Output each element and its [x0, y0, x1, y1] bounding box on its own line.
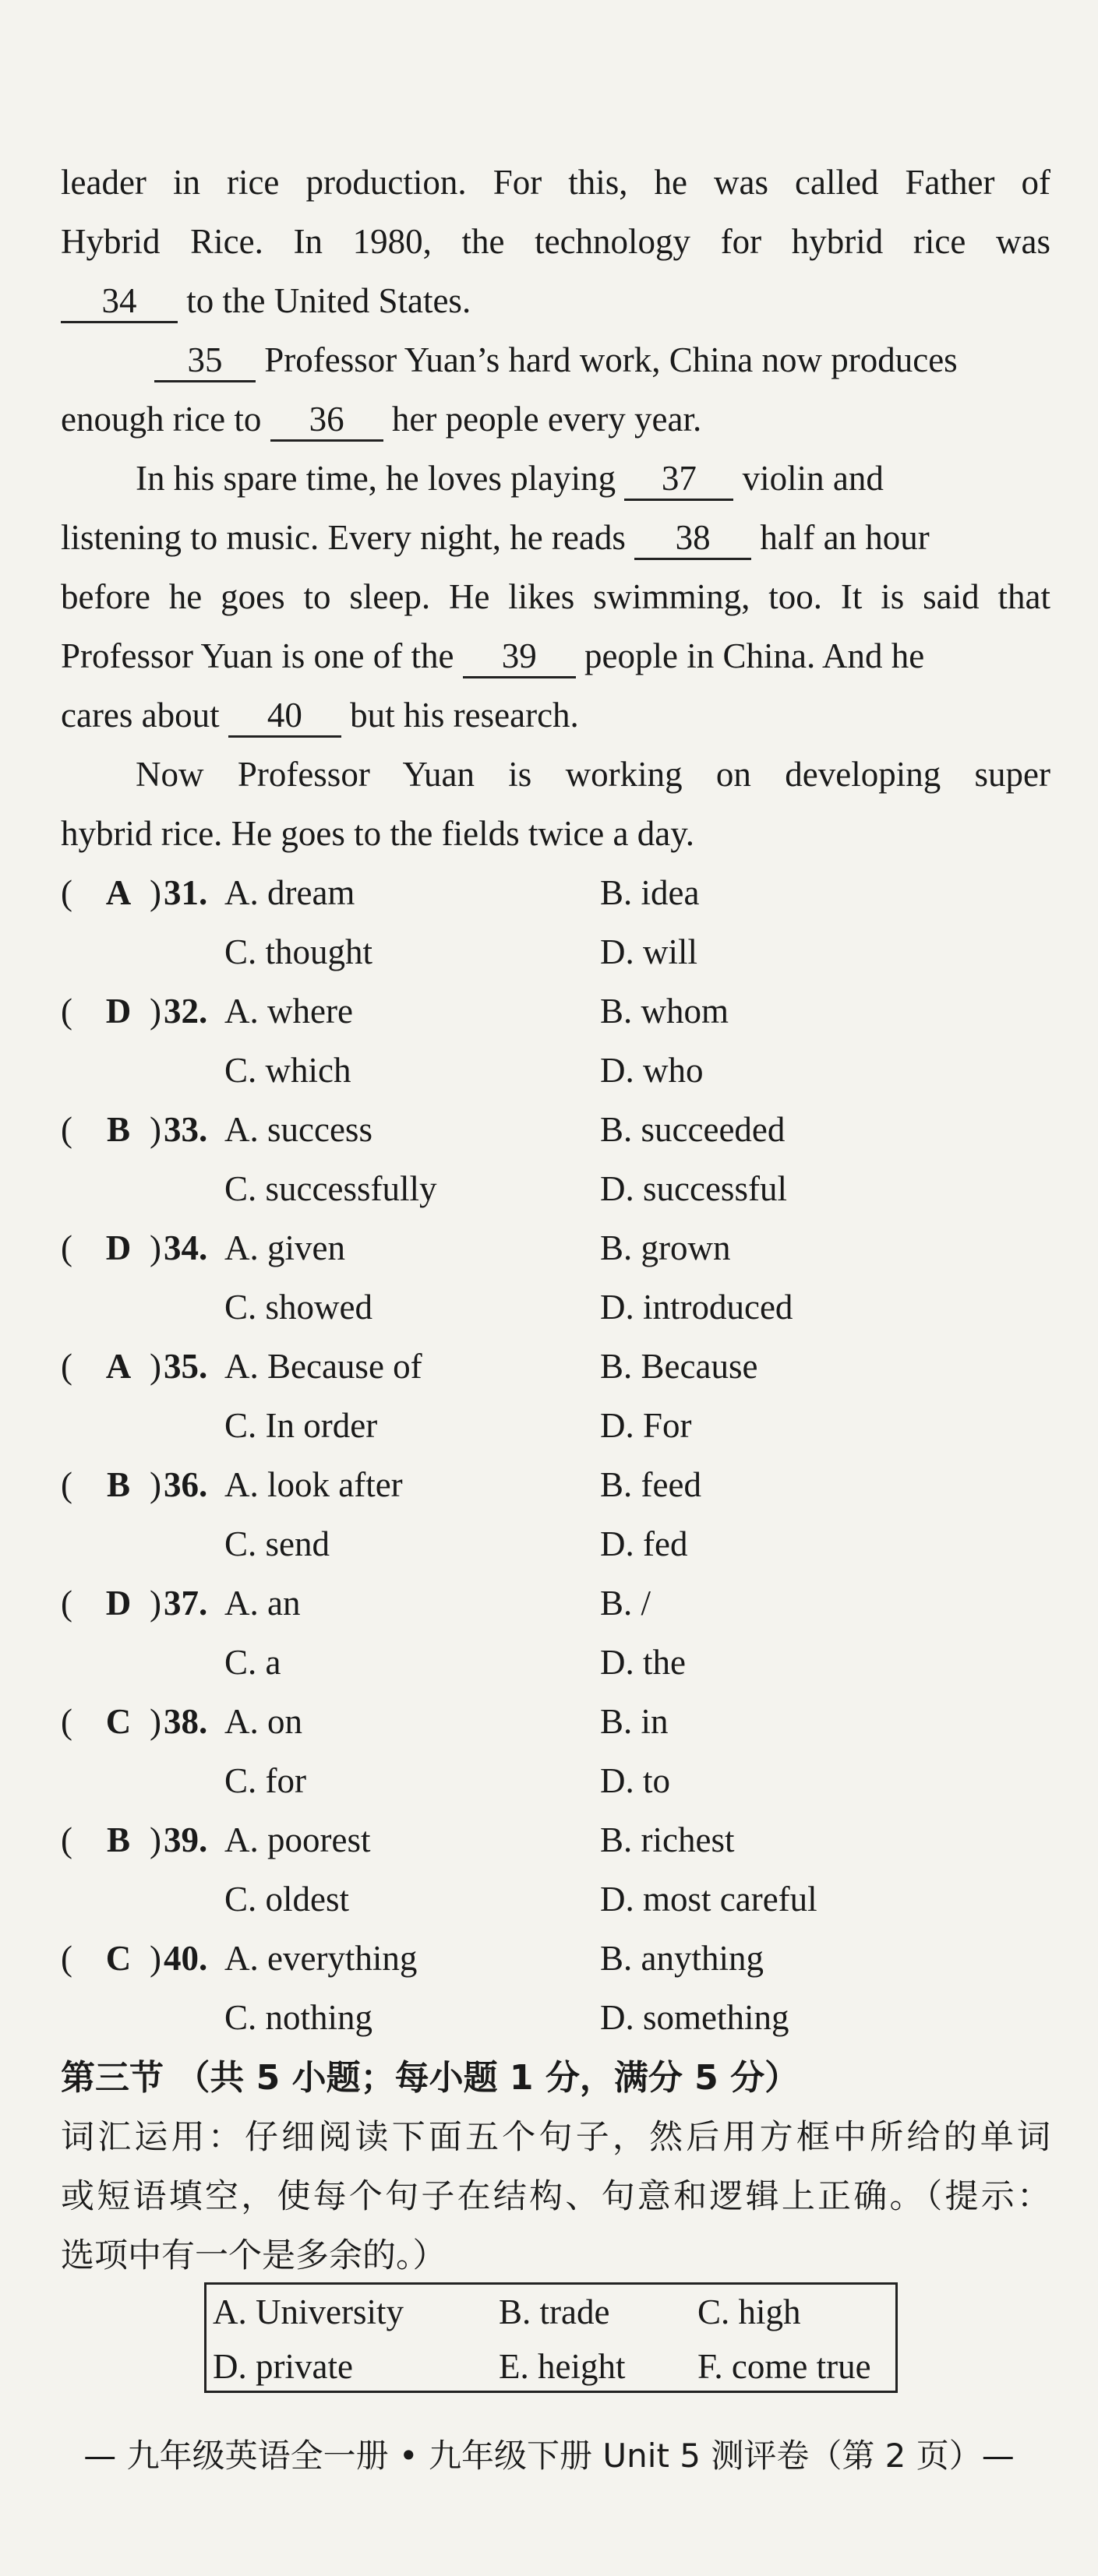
passage-line — [61, 449, 1050, 508]
question-row — [61, 1573, 1058, 1633]
option-b: B. richest — [600, 1820, 735, 1859]
answer-letter: C — [105, 1939, 132, 1978]
option-a: A. given — [224, 1228, 345, 1267]
option-a: A. Because of — [224, 1347, 422, 1386]
paren-close: ) — [150, 992, 161, 1031]
option-b: B. / — [600, 1584, 651, 1623]
option-b: B. in — [600, 1702, 669, 1741]
question-row — [61, 1633, 1058, 1692]
option-a: A. success — [224, 1110, 372, 1149]
word-option: D. private — [213, 2347, 353, 2386]
option-c: C. for — [224, 1761, 306, 1800]
option-a: A. on — [224, 1702, 302, 1741]
paren-close: ) — [150, 1820, 161, 1859]
option-c: C. oldest — [224, 1880, 350, 1919]
passage-line: hybrid rice. He goes to the fields twice a day. — [61, 814, 695, 853]
paren-open: ( — [61, 1347, 72, 1386]
option-c: C. In order — [224, 1406, 378, 1445]
option-c: C. successfully — [224, 1169, 437, 1208]
blank-35: 35 — [154, 340, 256, 382]
word-bank-box — [204, 2282, 898, 2393]
passage-text: listening to music. Every night, he reads — [61, 518, 635, 557]
question-row — [61, 1041, 1058, 1100]
question-number: 33. — [164, 1110, 208, 1149]
paren-open: ( — [61, 1110, 72, 1149]
question-row — [61, 1100, 1058, 1159]
question-row — [61, 1692, 1058, 1751]
question-row — [61, 1988, 1058, 2047]
question-row — [61, 1396, 1058, 1455]
question-row — [61, 981, 1058, 1041]
paren-open: ( — [61, 1702, 72, 1741]
blank-36: 36 — [270, 399, 383, 442]
blank-39: 39 — [463, 636, 576, 678]
option-d: D. who — [600, 1051, 704, 1090]
question-item — [61, 1337, 1058, 1455]
paren-close: ) — [150, 1347, 161, 1386]
question-row — [61, 1455, 1058, 1514]
option-c: C. thought — [224, 932, 373, 971]
option-d: D. introduced — [600, 1288, 793, 1327]
option-b: B. whom — [600, 992, 729, 1031]
option-c: C. send — [224, 1524, 330, 1563]
passage-text: people in China. And he — [575, 636, 925, 675]
question-row — [61, 1929, 1058, 1988]
option-d: D. most careful — [600, 1880, 817, 1919]
passage-text: Professor Yuan is one of the — [61, 636, 463, 675]
passage-text: her people every year. — [383, 400, 702, 439]
option-d: D. something — [600, 1998, 789, 2037]
passage-text: enough rice to — [61, 400, 270, 439]
option-c: C. showed — [224, 1288, 372, 1327]
question-row — [61, 1337, 1058, 1396]
answer-letter: D — [105, 1228, 132, 1267]
blank-38: 38 — [634, 517, 751, 560]
question-item — [61, 1810, 1058, 1929]
question-number: 32. — [164, 992, 208, 1031]
question-item — [61, 1573, 1058, 1692]
word-option: E. height — [499, 2347, 626, 2386]
option-c: C. a — [224, 1643, 281, 1682]
question-number: 36. — [164, 1465, 208, 1504]
option-a: A. look after — [224, 1465, 403, 1504]
paren-open: ( — [61, 1820, 72, 1859]
paren-close: ) — [150, 873, 161, 912]
question-item — [61, 1455, 1058, 1573]
question-number: 31. — [164, 873, 208, 912]
question-item — [61, 863, 1058, 981]
passage-line — [61, 626, 1050, 685]
passage-line — [61, 685, 1050, 745]
passage-line — [61, 330, 1050, 389]
option-a: A. everything — [224, 1939, 418, 1978]
passage-line — [61, 271, 1050, 330]
blank-37: 37 — [624, 458, 733, 501]
option-d: D. will — [600, 932, 698, 971]
passage-text: In his spare time, he loves playing — [136, 459, 625, 498]
paren-close: ) — [150, 1939, 161, 1978]
passage-text: cares about — [61, 696, 228, 735]
passage-line: Now Professor Yuan is working on developing super — [136, 755, 1050, 794]
answer-letter: B — [106, 1110, 130, 1149]
option-d: D. the — [600, 1643, 686, 1682]
question-number: 34. — [164, 1228, 208, 1267]
paren-close: ) — [150, 1702, 161, 1741]
question-number: 37. — [164, 1584, 208, 1623]
question-item — [61, 1100, 1058, 1218]
option-c: C. nothing — [224, 1998, 373, 2037]
question-row — [61, 1159, 1058, 1218]
option-b: B. succeeded — [600, 1110, 786, 1149]
instruction-line: 词汇运用：仔细阅读下面五个句子，然后用方框中所给的单词 — [61, 2118, 1050, 2157]
option-b: B. feed — [600, 1465, 701, 1504]
passage-line — [61, 389, 1050, 449]
passage-text: but his research. — [341, 696, 579, 735]
passage-line — [61, 508, 1050, 567]
blank-34: 34 — [61, 280, 178, 323]
question-item — [61, 1218, 1058, 1337]
paren-close: ) — [150, 1228, 161, 1267]
question-number: 35. — [164, 1347, 208, 1386]
option-a: A. an — [224, 1584, 301, 1623]
option-a: A. poorest — [224, 1820, 371, 1859]
paren-open: ( — [61, 1465, 72, 1504]
instruction-line: 或短语填空，使每个句子在结构、句意和逻辑上正确。（提示： — [61, 2177, 1050, 2216]
passage-text: to the United States. — [178, 281, 471, 320]
question-item — [61, 1929, 1058, 2047]
answer-letter: A — [105, 873, 132, 912]
option-b: B. anything — [600, 1939, 764, 1978]
question-row — [61, 1277, 1058, 1337]
word-option: B. trade — [499, 2292, 610, 2331]
answer-letter: B — [106, 1820, 130, 1859]
question-row — [61, 1514, 1058, 1573]
paren-open: ( — [61, 1584, 72, 1623]
paren-open: ( — [61, 1939, 72, 1978]
paren-close: ) — [150, 1465, 161, 1504]
option-d: D. For — [600, 1406, 692, 1445]
passage-text: half an hour — [751, 518, 930, 557]
passage-text: violin and — [733, 459, 884, 498]
question-row — [61, 1869, 1058, 1929]
option-a: A. dream — [224, 873, 355, 912]
word-option: C. high — [697, 2292, 801, 2331]
question-number: 40. — [164, 1939, 208, 1978]
word-option: A. University — [213, 2292, 404, 2331]
option-b: B. grown — [600, 1228, 731, 1267]
paren-close: ) — [150, 1584, 161, 1623]
passage-line: leader in rice production. For this, he was called Father of — [61, 163, 1050, 202]
page-footer: — 九年级英语全一册 • 九年级下册 Unit 5 测评卷（第 2 页）— — [83, 2437, 1015, 2475]
paren-close: ) — [150, 1110, 161, 1149]
question-row — [61, 1218, 1058, 1277]
answer-letter: B — [106, 1465, 130, 1504]
option-d: D. to — [600, 1761, 670, 1800]
blank-40: 40 — [228, 695, 341, 738]
option-b: B. Because — [600, 1347, 758, 1386]
question-number: 38. — [164, 1702, 208, 1741]
passage-text: Professor Yuan’s hard work, China now produces — [256, 340, 958, 379]
answer-letter: D — [105, 992, 132, 1031]
paren-open: ( — [61, 1228, 72, 1267]
passage-line: before he goes to sleep. He likes swimming, too. It is said that — [61, 577, 1050, 616]
paren-open: ( — [61, 992, 72, 1031]
word-option: F. come true — [697, 2347, 871, 2386]
answer-letter: C — [105, 1702, 132, 1741]
paren-open: ( — [61, 873, 72, 912]
option-d: D. successful — [600, 1169, 787, 1208]
option-a: A. where — [224, 992, 353, 1031]
instruction-line: 选项中有一个是多余的。） — [61, 2236, 447, 2275]
option-d: D. fed — [600, 1524, 688, 1563]
question-row — [61, 1810, 1058, 1869]
question-item — [61, 1692, 1058, 1810]
question-item — [61, 981, 1058, 1100]
answer-letter: A — [105, 1347, 132, 1386]
section-title: 第三节 （共 5 小题；每小题 1 分，满分 5 分） — [61, 2058, 800, 2098]
question-row — [61, 863, 1058, 922]
question-number: 39. — [164, 1820, 208, 1859]
passage-line: Hybrid Rice. In 1980, the technology for hybrid rice was — [61, 222, 1050, 261]
answer-letter: D — [105, 1584, 132, 1623]
option-b: B. idea — [600, 873, 700, 912]
question-row — [61, 1751, 1058, 1810]
option-c: C. which — [224, 1051, 351, 1090]
question-row — [61, 922, 1058, 981]
